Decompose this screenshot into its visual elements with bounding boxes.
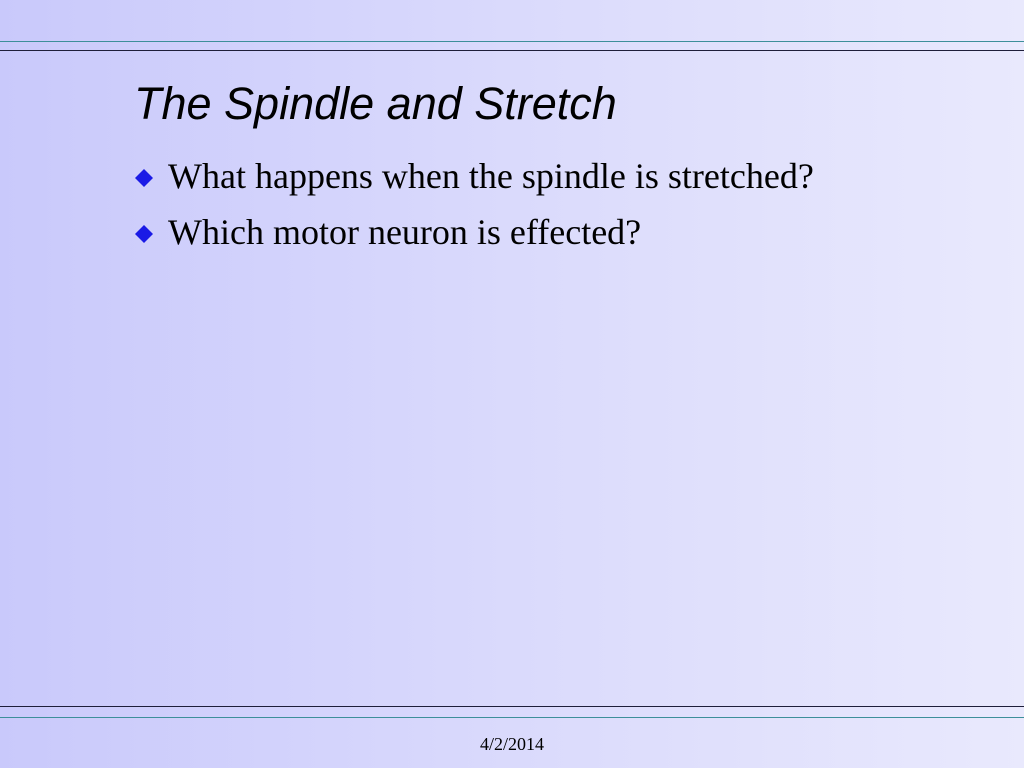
bullet-list bbox=[132, 150, 814, 262]
bullet-item bbox=[132, 206, 814, 262]
footer-date: 4/2/2014 bbox=[479, 734, 544, 754]
bullet-text: What happens when the spindle is stretched? bbox=[168, 156, 814, 196]
diamond-bullet-icon bbox=[135, 169, 153, 187]
header-rule-dark bbox=[0, 50, 1024, 51]
diamond-bullet-icon bbox=[135, 225, 153, 243]
footer-rule-dark bbox=[0, 706, 1024, 707]
footer-rule-teal bbox=[0, 717, 1024, 718]
bullet-item bbox=[132, 150, 814, 206]
slide-title: The Spindle and Stretch bbox=[134, 78, 617, 129]
bullet-text: Which motor neuron is effected? bbox=[168, 212, 642, 252]
header-rule-teal bbox=[0, 41, 1024, 42]
